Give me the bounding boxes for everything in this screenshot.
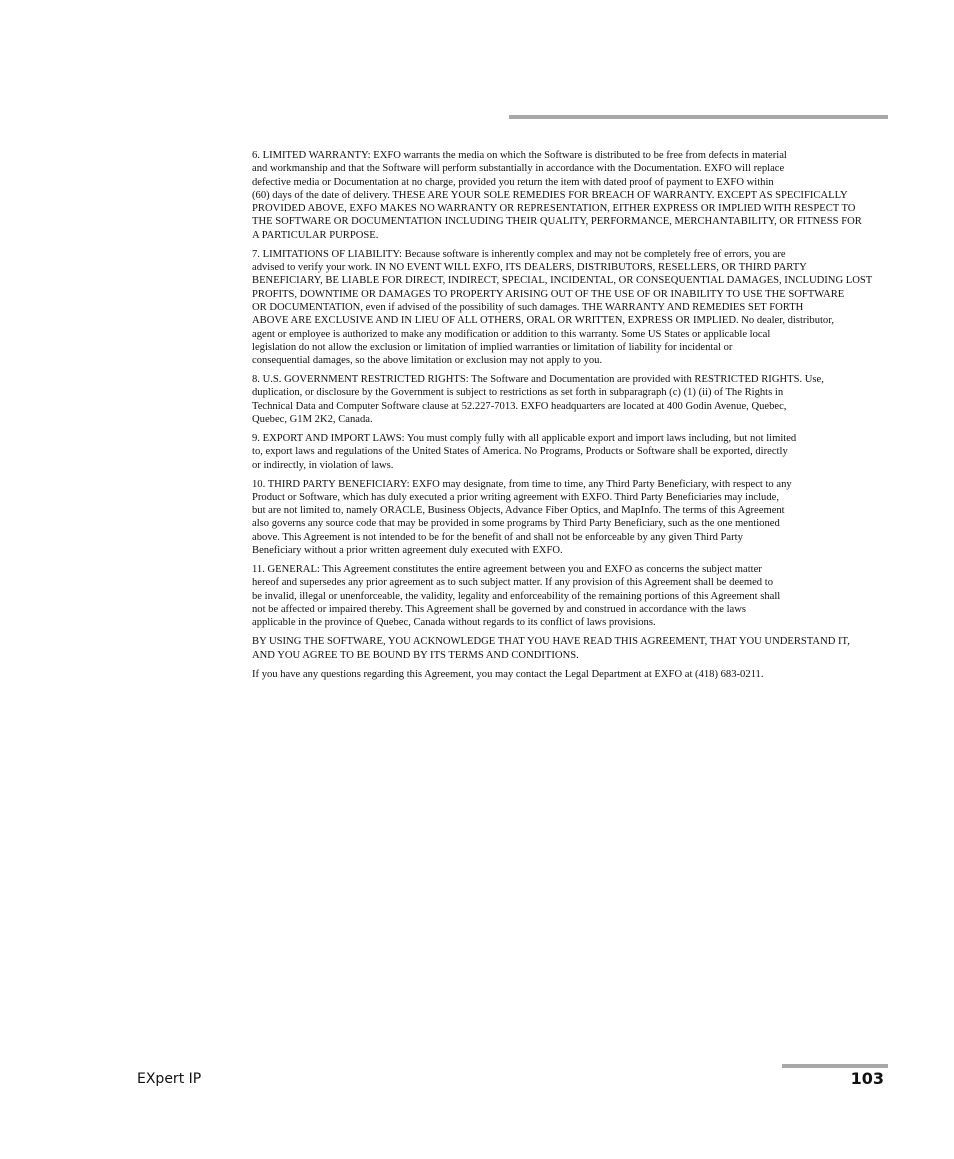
section-government-restricted-rights: 8. U.S. GOVERNMENT RESTRICTED RIGHTS: The Software and Documentation are provided with RESTRICTED RIGHTS. Use, duplication, or disclosure by the Government is subject to restrictions as set forth in subparagraph (c) (1) (ii) of The Rights in Technical Data and Computer Software clause at 52.227-7013. EXFO headquarters are located at 400 Godin Avenue, Quebec, Quebec, G1M 2K2, Canada. bbox=[252, 374, 824, 426]
footer-document-title: EXpert IP bbox=[137, 1071, 202, 1087]
section-general: 11. GENERAL: This Agreement constitutes the entire agreement between you and EXFO as concerns the subject matter hereof and supersedes any prior agreement as to such subject matter. If any provision of this Agreement shall be deemed to be invalid, illegal or unenforceable, the validity, legality and enforceability of the remaining portions of this Agreement shall not be affected or impaired thereby. This Agreement shall be governed by and construed in accordance with the laws applicable in the province of Quebec, Canada without regards to its conflict of laws provisions. bbox=[252, 564, 781, 629]
section-limitations-of-liability: 7. LIMITATIONS OF LIABILITY: Because software is inherently complex and may not be completely free of errors, you are advised to verify your work. IN NO EVENT WILL EXFO, ITS DEALERS, DISTRIBUTORS, RESELLERS, OR THIRD PARTY BENEFICIARY, BE LIABLE FOR DIRECT, INDIRECT, SPECIAL, INCIDENTAL, OR CONSEQUENTIAL DAMAGES, INCLUDING LOST PROFITS, DOWNTIME OR DAMAGES TO PROPERTY ARISING OUT OF THE USE OF OR INABILITY TO USE THE SOFTWARE OR DOCUMENTATION, even if advised of the possibility of such damages. THE WARRANTY AND REMEDIES SET FORTH ABOVE ARE EXCLUSIVE AND IN LIEU OF ALL OTHERS, ORAL OR WRITTEN, EXPRESS OR IMPLIED. No dealer, distributor, agent or employee is authorized to make any modification or addition to this warranty. Some US States or applicable local legislation do not allow the exclusion or limitation of implied warranties or limitation of liability for incidental or consequential damages, so the above limitation or exclusion may not apply to you. bbox=[252, 248, 873, 367]
page-number: 103 bbox=[850, 1069, 884, 1088]
section-limited-warranty: 6. LIMITED WARRANTY: EXFO warrants the media on which the Software is distributed to be free from defects in material and workmanship and that the Software will perform substantially in accordance with the Documentation. EXFO will replace defective media or Documentation at no charge, provided you return the item with dated proof of payment to EXFO within (60) days of the date of delivery. THESE ARE YOUR SOLE REMEDIES FOR BREACH OF WARRANTY. EXCEPT AS SPECIFICALLY PROVIDED ABOVE, EXFO MAKES NO WARRANTY OR REPRESENTATION, EITHER EXPRESS OR IMPLIED WITH RESPECT TO THE SOFTWARE OR DOCUMENTATION INCLUDING THEIR QUALITY, PERFORMANCE, MERCHANTABILITY, OR FITNESS FOR A PARTICULAR PURPOSE. bbox=[252, 150, 862, 241]
section-export-import-laws: 9. EXPORT AND IMPORT LAWS: You must comply fully with all applicable export and import laws including, but not limited to, export laws and regulations of the United States of America. No Programs, Products or Software shall be exported, directly or indirectly, in violation of laws. bbox=[252, 433, 797, 471]
header-rule bbox=[509, 115, 888, 119]
contact-statement: If you have any questions regarding this Agreement, you may contact the Legal Department at EXFO at (418) 683-0211. bbox=[252, 668, 764, 680]
footer-rule bbox=[782, 1064, 888, 1068]
acknowledgement-statement: BY USING THE SOFTWARE, YOU ACKNOWLEDGE THAT YOU HAVE READ THIS AGREEMENT, THAT YOU UNDERSTAND IT, AND YOU AGREE TO BE BOUND BY ITS TERMS AND CONDITIONS. bbox=[252, 636, 850, 661]
section-third-party-beneficiary: 10. THIRD PARTY BENEFICIARY: EXFO may designate, from time to time, any Third Party Beneficiary, with respect to any Product or Software, which has duly executed a prior writing agreement with EXFO. Third Party Beneficiaries may include, but are not limited to, namely ORACLE, Business Objects, Advance Fiber Optics, and MapInfo. The terms of this Agreement also governs any source code that may be provided in some programs by Third Party Beneficiary, such as the one mentioned above. This Agreement is not intended to be for the benefit of and shall not be enforceable by any given Third Party Beneficiary without a prior written agreement duly executed with EXFO. bbox=[252, 478, 792, 557]
license-agreement-body bbox=[252, 149, 886, 686]
